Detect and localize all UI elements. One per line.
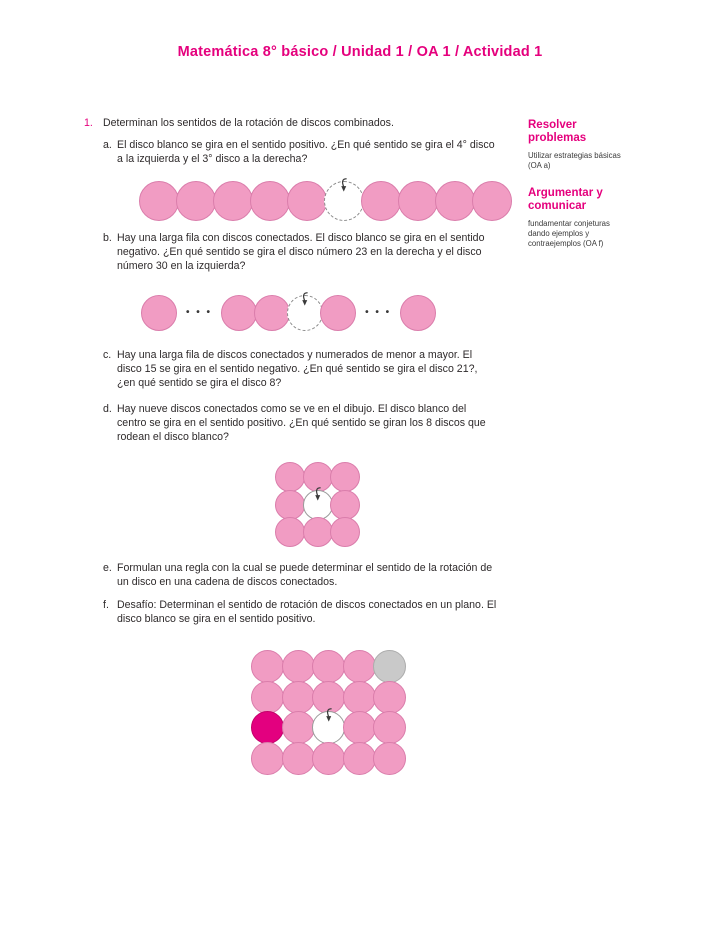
rotation-arrow-icon	[298, 291, 312, 310]
pink-disc	[303, 517, 333, 547]
pink-disc	[213, 181, 253, 221]
pink-disc	[282, 650, 315, 683]
diagram-grid_d	[275, 462, 360, 547]
sidebar-body: Utilizar estrategias básicas (OA a)	[528, 151, 621, 170]
pink-disc	[312, 742, 345, 775]
item-text: Hay nueve discos conectados como se ve en el dibujo. El disco blanco del centro se gira en el sentido positivo. ¿En qué sentido se giran los 8 discos que rodean el disco blanco?	[117, 403, 486, 443]
item-text: El disco blanco se gira en el sentido positivo. ¿En qué sentido se gira el 4° disco a la izquierda y el 3° disco a la derecha?	[117, 139, 495, 165]
pink-disc	[320, 295, 356, 331]
pink-disc	[251, 681, 284, 714]
item-label: a.	[103, 139, 112, 151]
pink-disc	[251, 650, 284, 683]
pink-disc	[275, 517, 305, 547]
pink-disc	[435, 181, 475, 221]
sidebar-body: fundamentar conjeturas dando ejemplos y contraejemplos (OA f)	[528, 219, 610, 248]
pink-disc	[282, 711, 315, 744]
exercise-item-a	[103, 138, 498, 166]
pink-disc	[139, 181, 179, 221]
item-label: c.	[103, 349, 112, 361]
item-text: Formulan una regla con la cual se puede determinar el sentido de la rotación de un disco en una cadena de discos conectados.	[117, 562, 493, 588]
pink-disc	[275, 490, 305, 520]
rotation-arrow-icon	[311, 486, 325, 505]
white-disc	[303, 490, 333, 520]
item-text: Hay una larga fila de discos conectados y numerados de menor a mayor. El disco 15 se gira en el sentido negativo. ¿En qué sentido se gira el disco 21?, ¿en qué sentido se gira el disco 8?	[117, 349, 478, 389]
sidebar-heading: Resolver problemas	[528, 119, 587, 144]
exercise-item-d	[103, 402, 498, 444]
pink-disc	[361, 181, 401, 221]
gray-disc	[373, 650, 406, 683]
pink-disc	[373, 742, 406, 775]
diagram-grid_f	[251, 650, 406, 775]
exercise-item-e	[103, 561, 498, 589]
exercise-intro: Determinan los sentidos de la rotación de discos combinados.	[103, 117, 394, 129]
white-disc	[312, 711, 345, 744]
item-text: Hay una larga fila con discos conectados. El disco blanco se gira en el sentido negativo. ¿En qué sentido se gira el disco número 23 en la derecha y el disco número 30 en la izquierda?	[117, 232, 485, 272]
pink-disc	[254, 295, 290, 331]
page-title: Matemática 8° básico / Unidad 1 / OA 1 / Actividad 1	[177, 44, 543, 60]
ellipsis-dots: • • •	[365, 307, 392, 318]
pink-disc	[343, 711, 376, 744]
item-label: f.	[103, 599, 109, 611]
pink-disc	[373, 681, 406, 714]
pink-disc	[373, 711, 406, 744]
pink-disc	[141, 295, 177, 331]
pink-disc	[176, 181, 216, 221]
pink-disc	[472, 181, 512, 221]
exercise-item-b	[103, 231, 498, 273]
sidebar	[528, 119, 632, 265]
exercise-item-f	[103, 598, 498, 626]
pink-disc	[343, 681, 376, 714]
pink-disc	[282, 681, 315, 714]
sidebar-section-resolver	[528, 119, 632, 171]
pink-disc	[221, 295, 257, 331]
magenta-disc	[251, 711, 284, 744]
pink-disc	[343, 742, 376, 775]
exercise-number: 1.	[84, 117, 93, 129]
ellipsis-dots: • • •	[186, 307, 213, 318]
pink-disc	[250, 181, 290, 221]
pink-disc	[287, 181, 327, 221]
sidebar-heading: Argumentar y comunicar	[528, 187, 603, 212]
pink-disc	[398, 181, 438, 221]
item-text: Desafío: Determinan el sentido de rotación de discos conectados en un plano. El disco blanco se gira en el sentido positivo.	[117, 599, 497, 625]
pink-disc	[330, 517, 360, 547]
white-disc	[287, 295, 323, 331]
exercise	[84, 116, 498, 775]
pink-disc	[251, 742, 284, 775]
item-label: e.	[103, 562, 112, 574]
item-label: d.	[103, 403, 112, 415]
rotation-arrow-icon	[322, 707, 336, 726]
pink-disc	[343, 650, 376, 683]
item-label: b.	[103, 232, 112, 244]
pink-disc	[275, 462, 305, 492]
diagram-row_a	[139, 181, 498, 221]
white-disc	[324, 181, 364, 221]
diagram-row_b	[141, 295, 498, 331]
rotation-arrow-icon	[337, 177, 351, 196]
pink-disc	[400, 295, 436, 331]
exercise-intro-row	[84, 116, 498, 130]
pink-disc	[330, 490, 360, 520]
pink-disc	[282, 742, 315, 775]
exercise-item-c	[103, 348, 498, 390]
sidebar-section-argumentar	[528, 187, 632, 249]
pink-disc	[330, 462, 360, 492]
exercise-items	[84, 138, 498, 775]
pink-disc	[312, 650, 345, 683]
